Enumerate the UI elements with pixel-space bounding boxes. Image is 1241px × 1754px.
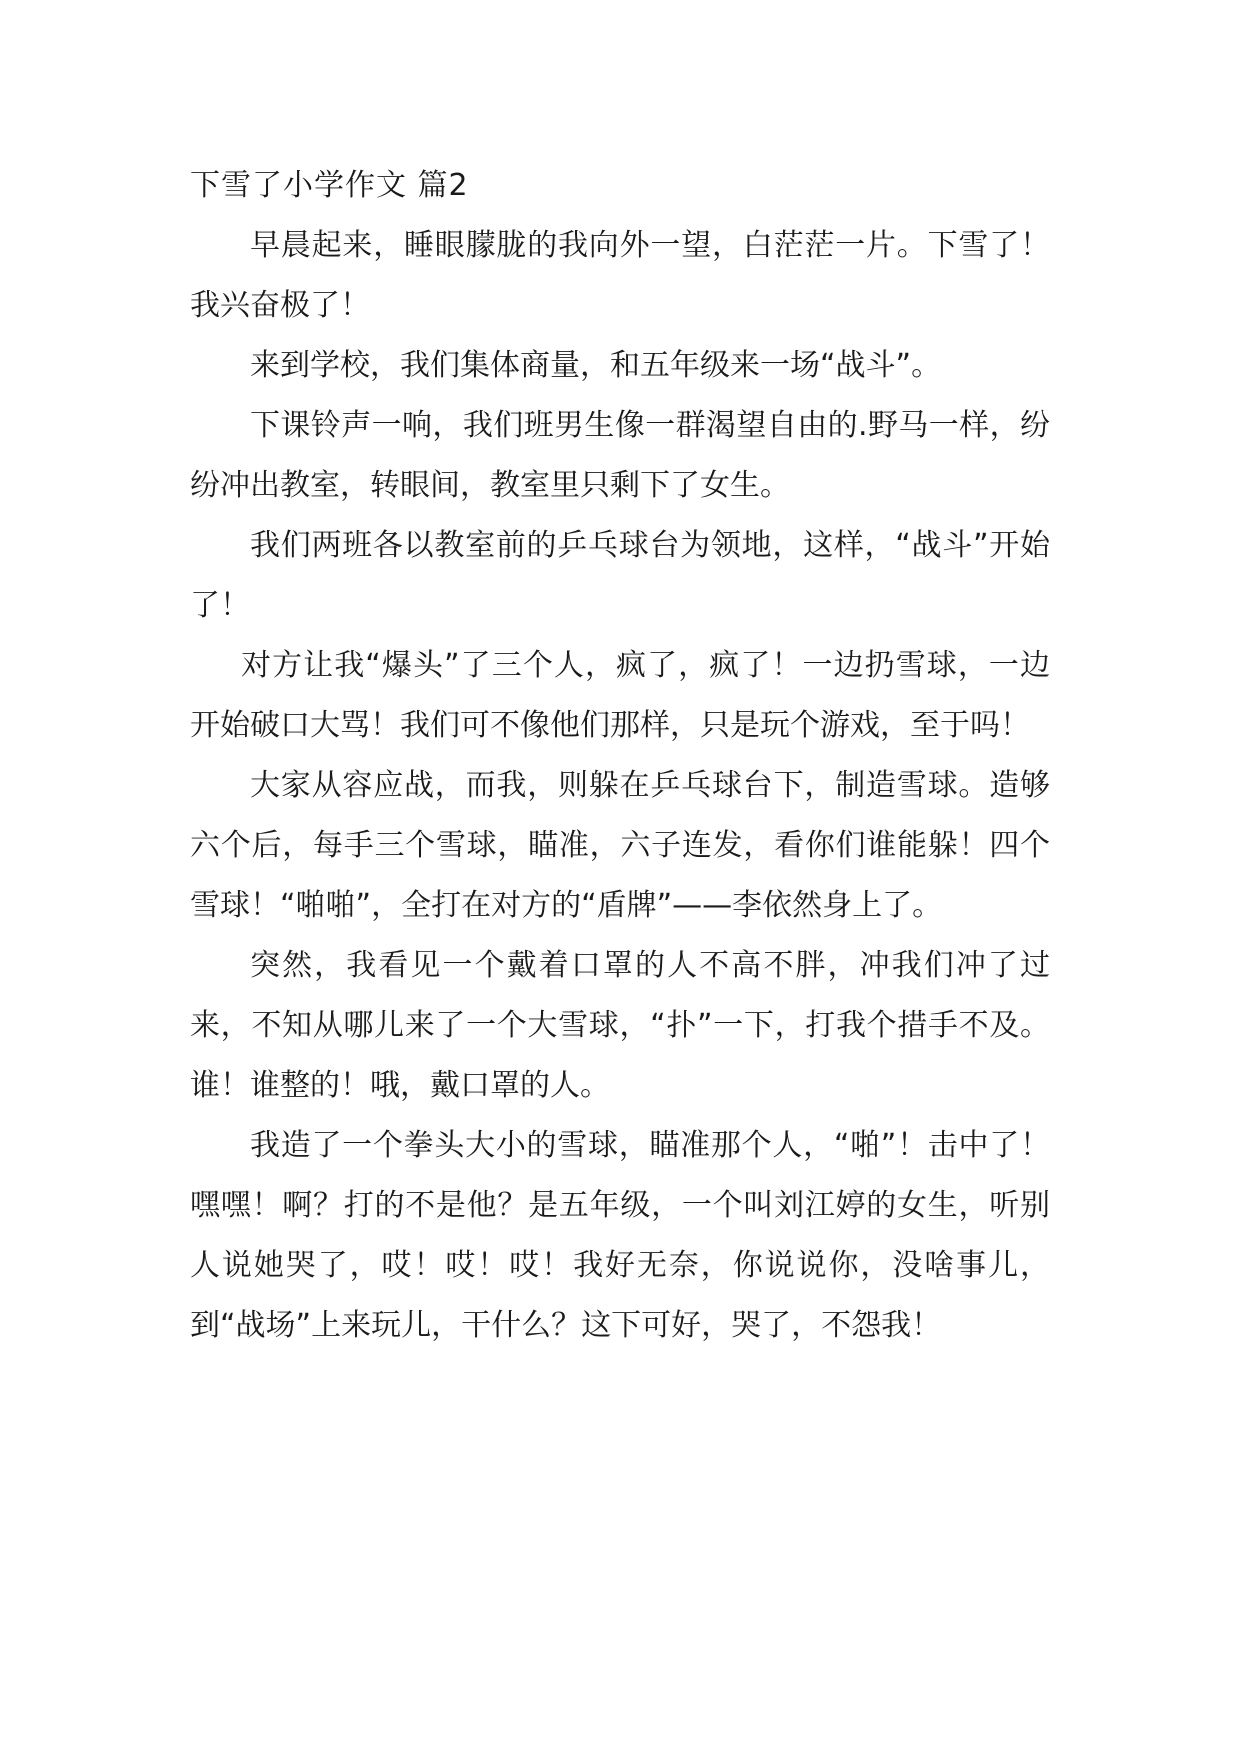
paragraph-1: 早晨起来，睡眼朦胧的我向外一望，白茫茫一片。下雪了！我兴奋极了！ <box>190 228 1050 323</box>
paragraph-3: 下课铃声一响，我们班男生像一群渴望自由的.野马一样，纷纷冲出教室，转眼间，教室里只剩下了女生。 <box>190 408 1050 503</box>
paragraph-5: 对方让我“爆头”了三个人，疯了，疯了！一边扔雪球，一边开始破口大骂！我们可不像他们那样，只是玩个游戏，至于吗！ <box>190 648 1050 743</box>
essay-title: 下雪了小学作文 篇2 <box>190 168 469 203</box>
essay-body <box>190 156 1050 1356</box>
paragraph-8: 我造了一个拳头大小的雪球，瞄准那个人，“啪”！击中了！嘿嘿！啊？打的不是他？是五年级，一个叫刘江婷的女生，听别人说她哭了，哎！哎！哎！我好无奈，你说说你，没啥事儿，到“战场”上来玩儿，干什么？这下可好，哭了，不怨我！ <box>190 1128 1050 1343</box>
paragraph-7: 突然，我看见一个戴着口罩的人不高不胖，冲我们冲了过来，不知从哪儿来了一个大雪球，“扑”一下，打我个措手不及。谁！谁整的！哦，戴口罩的人。 <box>190 948 1050 1103</box>
paragraph-4: 我们两班各以教室前的乒乓球台为领地，这样，“战斗”开始了！ <box>190 528 1050 623</box>
paragraph-6: 大家从容应战，而我，则躲在乒乓球台下，制造雪球。造够六个后，每手三个雪球，瞄准，六子连发，看你们谁能躲！四个雪球！“啪啪”，全打在对方的“盾牌”——李依然身上了。 <box>190 768 1050 923</box>
paragraph-2: 来到学校，我们集体商量，和五年级来一场“战斗”。 <box>250 348 942 383</box>
